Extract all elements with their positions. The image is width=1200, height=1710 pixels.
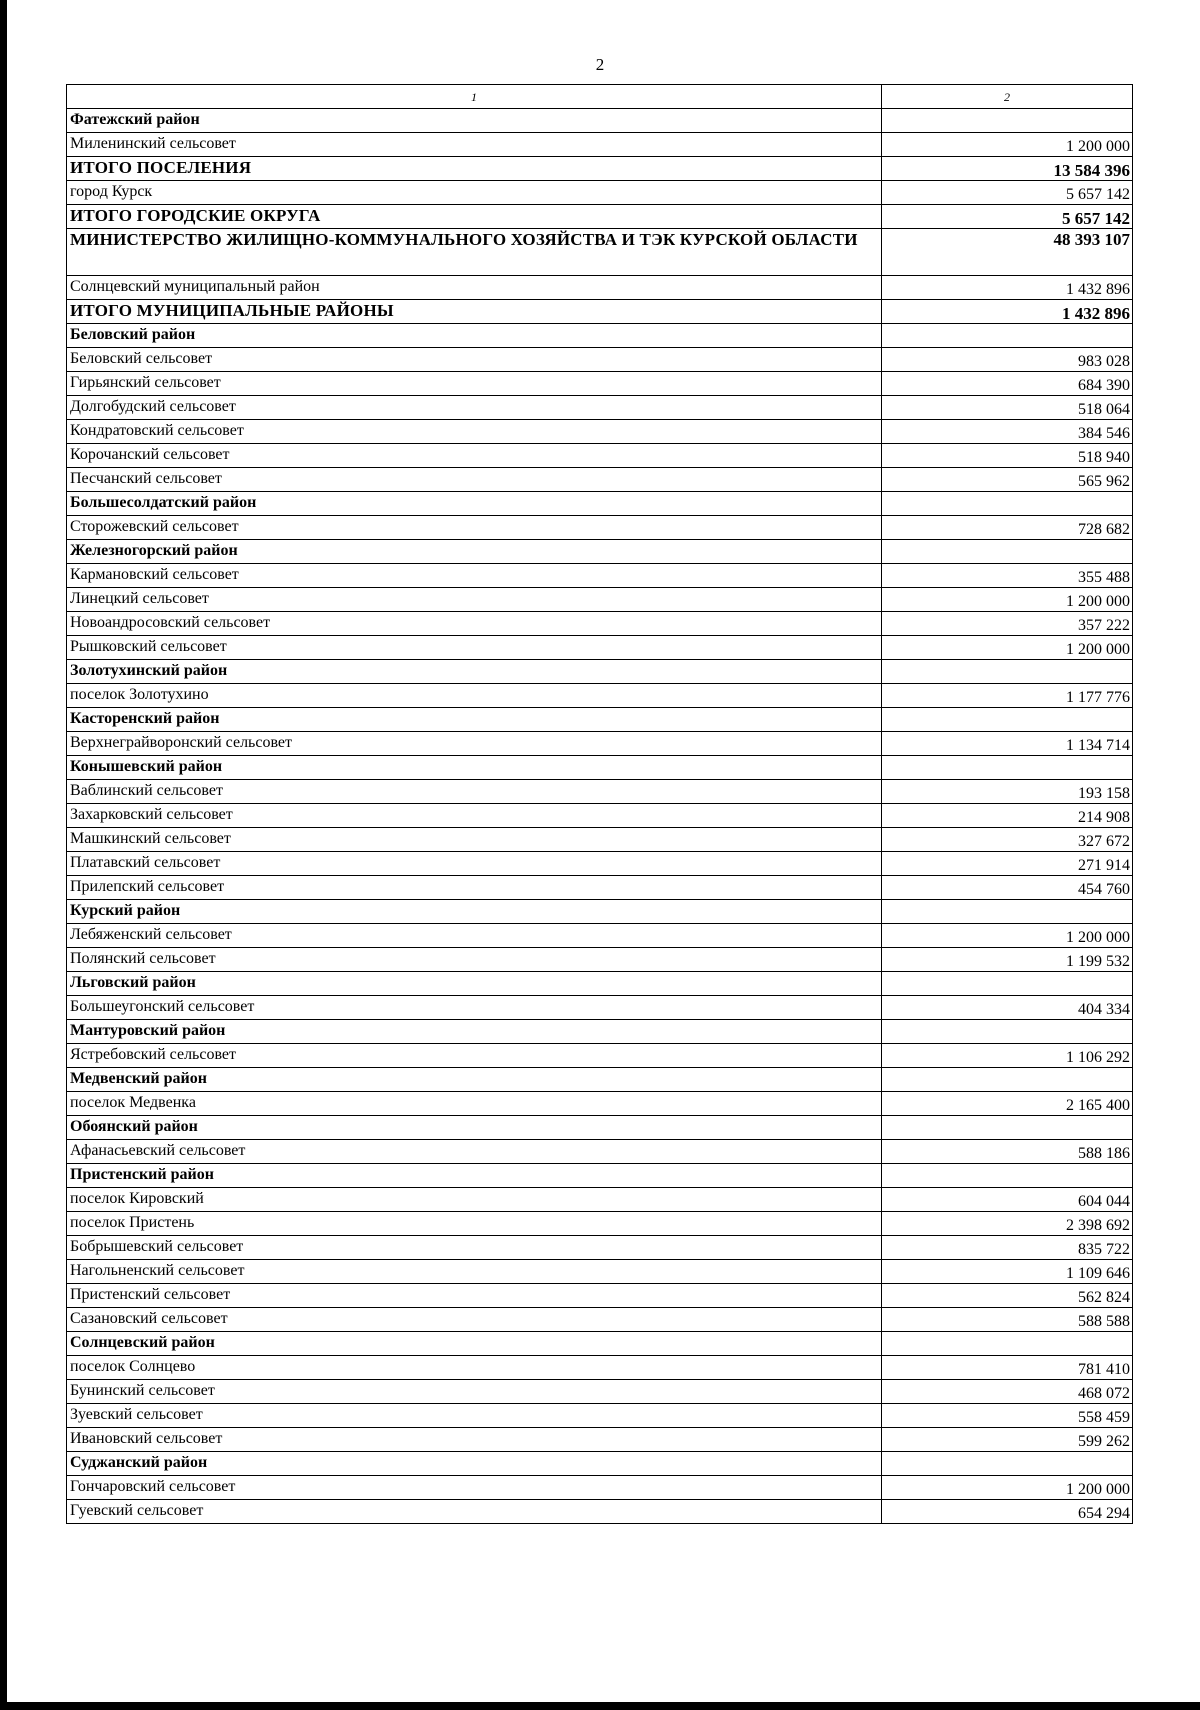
row-value-cell: 1 432 896 [882, 300, 1133, 324]
district-header-row [67, 1332, 1133, 1356]
row-name-cell: Обоянский район [67, 1116, 882, 1140]
row-name-cell: Пристенский сельсовет [67, 1284, 882, 1308]
ministry-total-row [67, 229, 1133, 276]
row-name-cell: Верхнеграйворонский сельсовет [67, 732, 882, 756]
table-body [67, 85, 1133, 1524]
row-value-cell [882, 1164, 1133, 1188]
table-row [67, 468, 1133, 492]
row-value-cell: 983 028 [882, 348, 1133, 372]
row-name-cell: Пристенский район [67, 1164, 882, 1188]
table-row [67, 1308, 1133, 1332]
row-value-cell: 193 158 [882, 780, 1133, 804]
column-header-2: 2 [882, 85, 1133, 109]
row-value-cell: 404 334 [882, 996, 1133, 1020]
row-value-cell: 654 294 [882, 1500, 1133, 1524]
table-row [67, 684, 1133, 708]
row-value-cell [882, 660, 1133, 684]
row-value-cell: 562 824 [882, 1284, 1133, 1308]
total-row [67, 300, 1133, 324]
row-name-cell: Лебяженский сельсовет [67, 924, 882, 948]
row-name-cell: Ваблинский сельсовет [67, 780, 882, 804]
page-number: 2 [595, 55, 605, 74]
row-value-cell: 588 186 [882, 1140, 1133, 1164]
table-row [67, 1428, 1133, 1452]
row-name-cell: Беловский район [67, 324, 882, 348]
row-value-cell: 1 199 532 [882, 948, 1133, 972]
row-name-cell: поселок Медвенка [67, 1092, 882, 1116]
table-row [67, 996, 1133, 1020]
row-value-cell: 357 222 [882, 612, 1133, 636]
row-value-cell [882, 1116, 1133, 1140]
district-header-row [67, 109, 1133, 133]
table-row [67, 828, 1133, 852]
district-header-row [67, 900, 1133, 924]
row-name-cell: Мантуровский район [67, 1020, 882, 1044]
row-value-cell [882, 492, 1133, 516]
district-header-row [67, 540, 1133, 564]
table-row [67, 1140, 1133, 1164]
row-name-cell: Полянский сельсовет [67, 948, 882, 972]
row-name-cell: Конышевский район [67, 756, 882, 780]
row-value-cell: 327 672 [882, 828, 1133, 852]
row-name-cell: Афанасьевский сельсовет [67, 1140, 882, 1164]
row-name-cell: поселок Золотухино [67, 684, 882, 708]
table-row [67, 852, 1133, 876]
district-header-row [67, 1164, 1133, 1188]
row-value-cell: 2 398 692 [882, 1212, 1133, 1236]
row-name-cell: Гончаровский сельсовет [67, 1476, 882, 1500]
table-row [67, 181, 1133, 205]
row-name-cell: Машкинский сельсовет [67, 828, 882, 852]
table-row [67, 1236, 1133, 1260]
row-name-cell: Курский район [67, 900, 882, 924]
row-value-cell [882, 708, 1133, 732]
row-name-cell: Ястребовский сельсовет [67, 1044, 882, 1068]
district-header-row [67, 1020, 1133, 1044]
row-value-cell [882, 540, 1133, 564]
row-name-cell: Кармановский сельсовет [67, 564, 882, 588]
row-value-cell: 588 588 [882, 1308, 1133, 1332]
row-value-cell: 1 200 000 [882, 924, 1133, 948]
row-name-cell: поселок Пристень [67, 1212, 882, 1236]
row-name-cell: Ивановский сельсовет [67, 1428, 882, 1452]
row-name-cell: Кондратовский сельсовет [67, 420, 882, 444]
table-row [67, 1500, 1133, 1524]
row-value-cell [882, 1068, 1133, 1092]
row-value-cell: 214 908 [882, 804, 1133, 828]
table-row [67, 516, 1133, 540]
table-row [67, 444, 1133, 468]
row-name-cell: Касторенский район [67, 708, 882, 732]
table-row [67, 1380, 1133, 1404]
row-name-cell: ИТОГО ПОСЕЛЕНИЯ [67, 157, 882, 181]
row-name-cell: Беловский сельсовет [67, 348, 882, 372]
row-name-cell: Песчанский сельсовет [67, 468, 882, 492]
row-value-cell: 271 914 [882, 852, 1133, 876]
row-value-cell [882, 972, 1133, 996]
row-value-cell: 1 200 000 [882, 588, 1133, 612]
row-value-cell: 13 584 396 [882, 157, 1133, 181]
table-row [67, 1284, 1133, 1308]
total-row [67, 157, 1133, 181]
row-name-cell: Зуевский сельсовет [67, 1404, 882, 1428]
district-header-row [67, 1068, 1133, 1092]
total-row [67, 205, 1133, 229]
district-header-row [67, 1116, 1133, 1140]
row-value-cell: 1 200 000 [882, 133, 1133, 157]
row-value-cell: 1 109 646 [882, 1260, 1133, 1284]
district-header-row [67, 708, 1133, 732]
table-row [67, 612, 1133, 636]
row-value-cell: 1 432 896 [882, 276, 1133, 300]
row-value-cell: 355 488 [882, 564, 1133, 588]
row-name-cell: ИТОГО ГОРОДСКИЕ ОКРУГА [67, 205, 882, 229]
row-value-cell: 2 165 400 [882, 1092, 1133, 1116]
table-row [67, 420, 1133, 444]
row-name-cell: Медвенский район [67, 1068, 882, 1092]
table-row [67, 924, 1133, 948]
row-name-cell: Большеугонский сельсовет [67, 996, 882, 1020]
table-row [67, 1404, 1133, 1428]
table-row [67, 948, 1133, 972]
table-row [67, 780, 1133, 804]
row-value-cell: 48 393 107 [882, 229, 1133, 276]
row-name-cell: Суджанский район [67, 1452, 882, 1476]
district-header-row [67, 324, 1133, 348]
row-value-cell [882, 109, 1133, 133]
row-name-cell: Рышковский сельсовет [67, 636, 882, 660]
row-name-cell: Гуевский сельсовет [67, 1500, 882, 1524]
district-header-row [67, 756, 1133, 780]
row-name-cell: Нагольненский сельсовет [67, 1260, 882, 1284]
table-row [67, 1092, 1133, 1116]
row-value-cell: 1 200 000 [882, 1476, 1133, 1500]
district-header-row [67, 1452, 1133, 1476]
table-row [67, 396, 1133, 420]
table-row [67, 348, 1133, 372]
row-value-cell [882, 756, 1133, 780]
row-name-cell: город Курск [67, 181, 882, 205]
row-name-cell: Льговский район [67, 972, 882, 996]
table-row [67, 636, 1133, 660]
scan-edge-left [0, 0, 7, 1710]
table-row [67, 133, 1133, 157]
row-value-cell: 454 760 [882, 876, 1133, 900]
row-name-cell: Бобрышевский сельсовет [67, 1236, 882, 1260]
row-value-cell [882, 1020, 1133, 1044]
row-value-cell: 565 962 [882, 468, 1133, 492]
row-name-cell: Солнцевский район [67, 1332, 882, 1356]
table-row [67, 1260, 1133, 1284]
row-value-cell: 1 177 776 [882, 684, 1133, 708]
table-row [67, 1476, 1133, 1500]
row-value-cell: 599 262 [882, 1428, 1133, 1452]
table-row [67, 588, 1133, 612]
row-name-cell: Фатежский район [67, 109, 882, 133]
allocation-table [66, 84, 1133, 1524]
row-value-cell [882, 1332, 1133, 1356]
row-name-cell: Линецкий сельсовет [67, 588, 882, 612]
scan-edge-bottom [0, 1702, 1200, 1710]
table-row [67, 1188, 1133, 1212]
row-name-cell: Бунинский сельсовет [67, 1380, 882, 1404]
district-header-row [67, 972, 1133, 996]
row-name-cell: Гирьянский сельсовет [67, 372, 882, 396]
district-header-row [67, 492, 1133, 516]
row-value-cell: 728 682 [882, 516, 1133, 540]
row-name-cell: Долгобудский сельсовет [67, 396, 882, 420]
row-value-cell [882, 324, 1133, 348]
row-name-cell: поселок Кировский [67, 1188, 882, 1212]
row-name-cell: Новоандросовский сельсовет [67, 612, 882, 636]
column-number-header [67, 85, 1133, 109]
row-name-cell: Корочанский сельсовет [67, 444, 882, 468]
table-row [67, 1356, 1133, 1380]
row-name-cell: ИТОГО МУНИЦИПАЛЬНЫЕ РАЙОНЫ [67, 300, 882, 324]
table-row [67, 876, 1133, 900]
row-name-cell: Захарковский сельсовет [67, 804, 882, 828]
table-row [67, 372, 1133, 396]
row-name-cell: Миленинский сельсовет [67, 133, 882, 157]
row-value-cell: 835 722 [882, 1236, 1133, 1260]
row-name-cell: МИНИСТЕРСТВО ЖИЛИЩНО-КОММУНАЛЬНОГО ХОЗЯЙСТВА И ТЭК КУРСКОЙ ОБЛАСТИ [67, 229, 882, 276]
row-value-cell [882, 1452, 1133, 1476]
row-name-cell: поселок Солнцево [67, 1356, 882, 1380]
row-value-cell [882, 900, 1133, 924]
row-value-cell: 5 657 142 [882, 181, 1133, 205]
row-name-cell: Прилепский сельсовет [67, 876, 882, 900]
row-name-cell: Платавский сельсовет [67, 852, 882, 876]
row-value-cell: 518 940 [882, 444, 1133, 468]
row-value-cell: 518 064 [882, 396, 1133, 420]
row-name-cell: Большесолдатский район [67, 492, 882, 516]
row-value-cell: 1 200 000 [882, 636, 1133, 660]
district-header-row [67, 660, 1133, 684]
row-value-cell: 558 459 [882, 1404, 1133, 1428]
row-value-cell: 604 044 [882, 1188, 1133, 1212]
table-row [67, 564, 1133, 588]
table-row [67, 1212, 1133, 1236]
table-row [67, 276, 1133, 300]
row-name-cell: Сазановский сельсовет [67, 1308, 882, 1332]
row-value-cell: 384 546 [882, 420, 1133, 444]
row-name-cell: Солнцевский муниципальный район [67, 276, 882, 300]
table-row [67, 804, 1133, 828]
row-name-cell: Золотухинский район [67, 660, 882, 684]
row-value-cell: 1 106 292 [882, 1044, 1133, 1068]
row-name-cell: Сторожевский сельсовет [67, 516, 882, 540]
table-row [67, 732, 1133, 756]
row-value-cell: 468 072 [882, 1380, 1133, 1404]
row-name-cell: Железногорский район [67, 540, 882, 564]
column-header-1: 1 [67, 85, 882, 109]
row-value-cell: 684 390 [882, 372, 1133, 396]
row-value-cell: 5 657 142 [882, 205, 1133, 229]
table-row [67, 1044, 1133, 1068]
row-value-cell: 1 134 714 [882, 732, 1133, 756]
row-value-cell: 781 410 [882, 1356, 1133, 1380]
